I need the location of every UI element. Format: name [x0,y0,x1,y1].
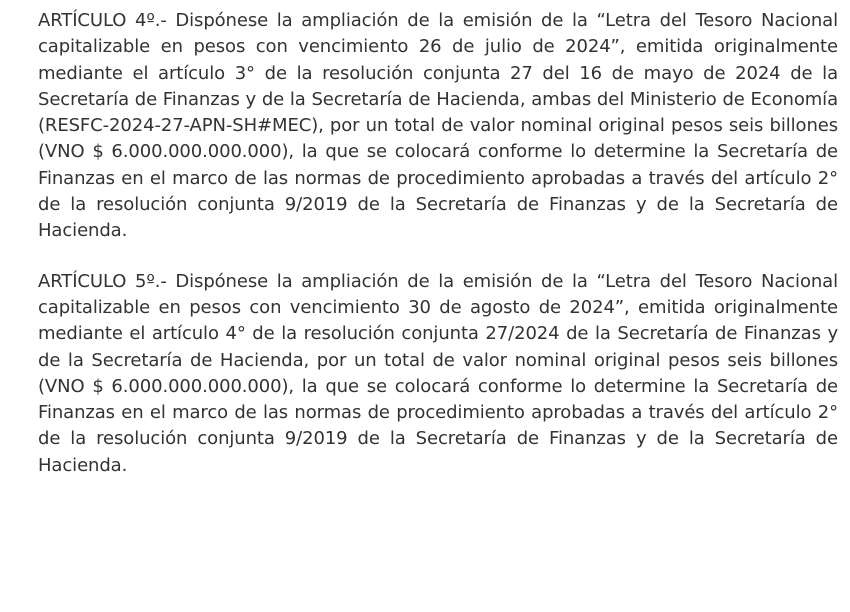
article-5-line-7: de la resolución conjunta 9/2019 de la Secretaría de Finanzas y de la Secretaría de [38,428,838,450]
article-5-line-2: capitalizable en pesos con vencimiento 30 de agosto de 2024”, emitida originalmente [38,296,838,318]
article-4-line-7: Finanzas en el marco de las normas de procedimiento aprobadas a través del artículo 2° [38,167,838,189]
article-5-line-8: Hacienda. [38,454,128,476]
article-4-line-8: de la resolución conjunta 9/2019 de la Secretaría de Finanzas y de la Secretaría de [38,194,838,216]
article-5-line-4: de la Secretaría de Hacienda, por un total de valor nominal original pesos seis billones [38,349,838,371]
article-4-line-5: (RESFC-2024-27-APN-SH#MEC), por un total de valor nominal original pesos seis billones [38,115,838,137]
article-4-line-9: Hacienda. [38,220,128,242]
article-4-line-2: capitalizable en pesos con vencimiento 26 de julio de 2024”, emitida originalmente [38,36,838,58]
article-4-line-4: Secretaría de Finanzas y de la Secretaría de Hacienda, ambas del Ministerio de Economía [38,88,838,110]
article-5-line-1: ARTÍCULO 5º.- Dispónese la ampliación de la emisión de la “Letra del Tesoro Nacional [38,270,838,292]
article-5-line-3: mediante el artículo 4° de la resolución conjunta 27/2024 de la Secretaría de Finanzas y [38,323,838,345]
article-5 [38,269,838,479]
article-4-line-1: ARTÍCULO 4º.- Dispónese la ampliación de la emisión de la “Letra del Tesoro Nacional [38,10,838,31]
article-5-line-6: Finanzas en el marco de las normas de procedimiento aprobadas a través del artículo 2° [38,402,838,424]
document-body [38,8,838,503]
article-4-line-6: (VNO $ 6.000.000.000.000), la que se colocará conforme lo determine la Secretaría de [38,141,838,163]
article-5-line-5: (VNO $ 6.000.000.000.000), la que se colocará conforme lo determine la Secretaría de [38,375,838,397]
article-4 [38,8,838,245]
article-4-line-3: mediante el artículo 3° de la resolución conjunta 27 del 16 de mayo de 2024 de la [38,62,838,84]
